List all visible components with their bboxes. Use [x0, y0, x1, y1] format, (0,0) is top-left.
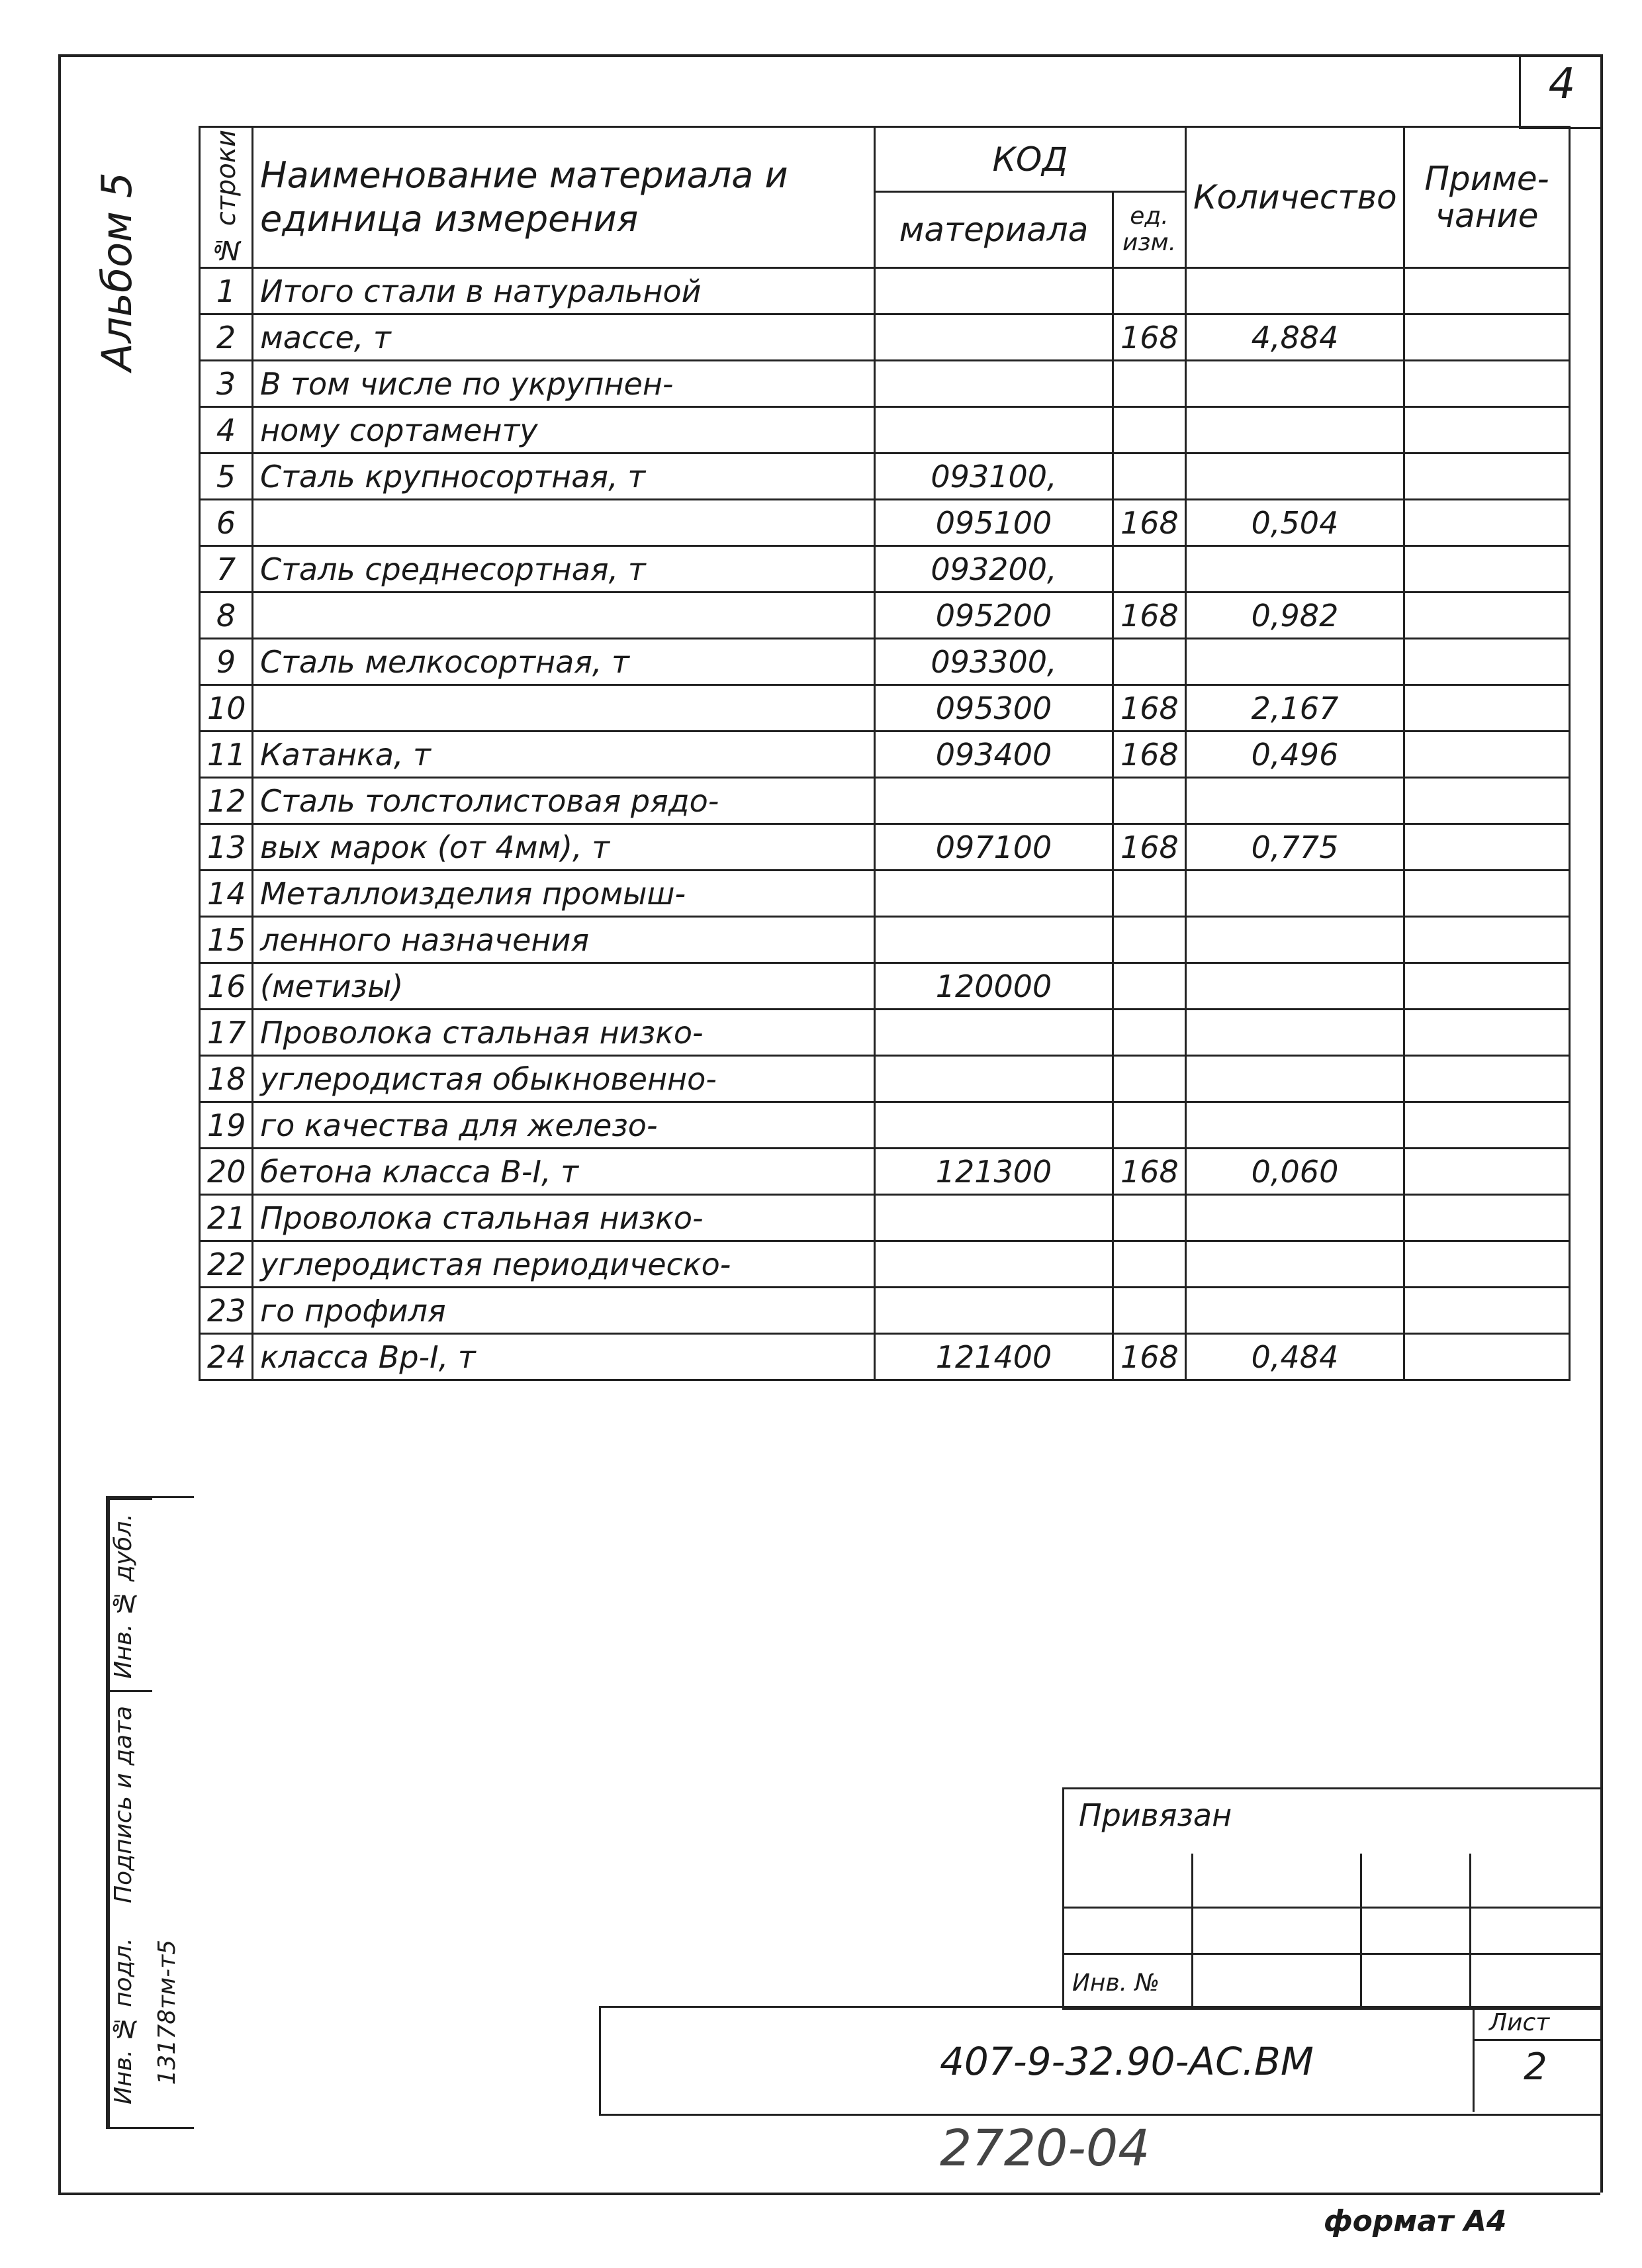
material-code-cell: 093100, [875, 453, 1113, 500]
material-code-cell: 097100 [875, 824, 1113, 871]
table-row [200, 1241, 1570, 1288]
note-cell [1404, 407, 1570, 453]
material-name-cell: В том числе по укрупнен- [253, 361, 875, 407]
materials-table [199, 126, 1571, 1381]
quantity-cell [1186, 268, 1404, 314]
attached-label: Привязан [1079, 1797, 1232, 1833]
quantity-cell: 0,496 [1186, 732, 1404, 778]
material-code-cell: 121300 [875, 1149, 1113, 1195]
table-row [200, 1288, 1570, 1334]
unit-code-cell [1113, 1195, 1186, 1241]
row-number-cell: 15 [200, 917, 253, 963]
unit-code-cell: 168 [1113, 314, 1186, 361]
sheet-number: 2 [1524, 2046, 1547, 2089]
table-row [200, 407, 1570, 453]
unit-code-cell: 168 [1113, 1149, 1186, 1195]
unit-code-cell [1113, 639, 1186, 685]
note-cell [1404, 1288, 1570, 1334]
row-number-cell: 8 [200, 592, 253, 639]
note-cell [1404, 1102, 1570, 1149]
note-cell [1404, 685, 1570, 732]
table-row [200, 824, 1570, 871]
table-row [200, 1195, 1570, 1241]
row-number-cell: 10 [200, 685, 253, 732]
row-number-cell: 14 [200, 871, 253, 917]
row-number-cell: 7 [200, 546, 253, 592]
table-row [200, 453, 1570, 500]
row-number-cell: 4 [200, 407, 253, 453]
unit-code-cell: 168 [1113, 592, 1186, 639]
material-name-cell: углеродистая периодическо- [253, 1241, 875, 1288]
material-code-cell [875, 268, 1113, 314]
note-cell [1404, 917, 1570, 963]
row-number-cell: 23 [200, 1288, 253, 1334]
material-name-cell [253, 685, 875, 732]
sheet-label: Лист [1489, 2009, 1550, 2036]
unit-code-cell [1113, 361, 1186, 407]
quantity-cell: 2,167 [1186, 685, 1404, 732]
material-name-cell: Сталь мелкосортная, т [253, 639, 875, 685]
row-number-cell: 22 [200, 1241, 253, 1288]
table-row [200, 1010, 1570, 1056]
note-cell [1404, 1149, 1570, 1195]
unit-code-cell [1113, 1010, 1186, 1056]
note-cell [1404, 1195, 1570, 1241]
quantity-cell [1186, 407, 1404, 453]
material-code-cell [875, 917, 1113, 963]
unit-code-cell: 168 [1113, 824, 1186, 871]
row-number-cell: 21 [200, 1195, 253, 1241]
quantity-cell: 4,884 [1186, 314, 1404, 361]
material-name-cell: ленного назначения [253, 917, 875, 963]
quantity-cell [1186, 1102, 1404, 1149]
table-row [200, 1334, 1570, 1380]
side-inv-dup: Инв. № дубл. [108, 1498, 152, 1692]
row-number-cell: 16 [200, 963, 253, 1010]
table-row [200, 1102, 1570, 1149]
material-code-cell [875, 871, 1113, 917]
material-code-cell: 095100 [875, 500, 1113, 546]
designation: 407-9-32.90-АС.ВМ [940, 2039, 1314, 2084]
unit-code-cell [1113, 1102, 1186, 1149]
handwritten-number: 2720-04 [940, 2118, 1150, 2177]
header-quantity: Количество [1186, 127, 1404, 268]
unit-code-cell [1113, 1288, 1186, 1334]
row-number-cell: 18 [200, 1056, 253, 1102]
material-name-cell: вых марок (от 4мм), т [253, 824, 875, 871]
row-number-cell: 24 [200, 1334, 253, 1380]
note-cell [1404, 500, 1570, 546]
unit-code-cell [1113, 453, 1186, 500]
quantity-cell [1186, 917, 1404, 963]
note-cell [1404, 314, 1570, 361]
material-code-cell: 093400 [875, 732, 1113, 778]
unit-code-cell: 168 [1113, 685, 1186, 732]
material-name-cell: Проволока стальная низко- [253, 1195, 875, 1241]
material-code-cell [875, 1056, 1113, 1102]
material-code-cell: 121400 [875, 1334, 1113, 1380]
sheet-cell-line [1473, 2039, 1600, 2041]
unit-code-cell [1113, 546, 1186, 592]
attached-grid-line-1 [1062, 1907, 1600, 1909]
table-row [200, 268, 1570, 314]
row-number-cell: 3 [200, 361, 253, 407]
note-cell [1404, 361, 1570, 407]
material-name-cell [253, 500, 875, 546]
header-material-name: Наименование материала и единица измерения [253, 127, 875, 268]
note-cell [1404, 453, 1570, 500]
material-code-cell [875, 407, 1113, 453]
side-inv-orig: Инв. № подл. [108, 1915, 152, 2127]
material-code-cell [875, 314, 1113, 361]
quantity-cell [1186, 546, 1404, 592]
quantity-cell: 0,504 [1186, 500, 1404, 546]
material-name-cell: углеродистая обыкновенно- [253, 1056, 875, 1102]
row-number-cell: 9 [200, 639, 253, 685]
material-code-cell [875, 1288, 1113, 1334]
row-number-cell: 13 [200, 824, 253, 871]
material-code-cell [875, 1102, 1113, 1149]
unit-code-cell [1113, 871, 1186, 917]
quantity-cell [1186, 1056, 1404, 1102]
quantity-cell [1186, 1288, 1404, 1334]
material-code-cell [875, 1195, 1113, 1241]
sheet-frame-bottom [58, 2193, 1600, 2195]
quantity-cell [1186, 1010, 1404, 1056]
table-row [200, 592, 1570, 639]
note-cell [1404, 1010, 1570, 1056]
header-code-material: материала [875, 192, 1113, 268]
note-cell [1404, 592, 1570, 639]
quantity-cell: 0,982 [1186, 592, 1404, 639]
quantity-cell [1186, 1195, 1404, 1241]
material-code-cell [875, 361, 1113, 407]
material-name-cell: (метизы) [253, 963, 875, 1010]
quantity-cell [1186, 639, 1404, 685]
note-cell [1404, 1056, 1570, 1102]
row-number-cell: 2 [200, 314, 253, 361]
unit-code-cell [1113, 963, 1186, 1010]
quantity-cell [1186, 871, 1404, 917]
table-row [200, 917, 1570, 963]
quantity-cell: 0,484 [1186, 1334, 1404, 1380]
note-cell [1404, 268, 1570, 314]
material-code-cell: 095200 [875, 592, 1113, 639]
header-code-unit: ед. изм. [1113, 192, 1186, 268]
unit-code-cell [1113, 268, 1186, 314]
unit-code-cell [1113, 778, 1186, 824]
note-cell [1404, 1241, 1570, 1288]
note-cell [1404, 824, 1570, 871]
row-number-cell: 19 [200, 1102, 253, 1149]
table-row [200, 871, 1570, 917]
material-name-cell: ному сортаменту [253, 407, 875, 453]
attached-grid-v2 [1360, 1854, 1362, 2006]
sheet-corner-number: 4 [1548, 60, 1576, 109]
material-name-cell: Сталь толстолистовая рядо- [253, 778, 875, 824]
material-name-cell: Сталь крупносортная, т [253, 453, 875, 500]
table-row [200, 1149, 1570, 1195]
table-row [200, 639, 1570, 685]
unit-code-cell: 168 [1113, 732, 1186, 778]
material-name-cell: го профиля [253, 1288, 875, 1334]
attached-grid-v1 [1191, 1854, 1193, 2006]
material-name-cell: Проволока стальная низко- [253, 1010, 875, 1056]
quantity-cell [1186, 1241, 1404, 1288]
row-number-cell: 5 [200, 453, 253, 500]
unit-code-cell [1113, 1056, 1186, 1102]
note-cell [1404, 639, 1570, 685]
table-row [200, 963, 1570, 1010]
quantity-cell: 0,060 [1186, 1149, 1404, 1195]
table-row [200, 500, 1570, 546]
note-cell [1404, 778, 1570, 824]
note-cell [1404, 732, 1570, 778]
material-name-cell: Сталь среднесортная, т [253, 546, 875, 592]
inv-label: Инв. № [1072, 1969, 1160, 1997]
table-row [200, 1056, 1570, 1102]
table-row [200, 361, 1570, 407]
material-name-cell: Итого стали в натуральной [253, 268, 875, 314]
note-cell [1404, 963, 1570, 1010]
table-row [200, 314, 1570, 361]
material-code-cell: 120000 [875, 963, 1113, 1010]
unit-code-cell [1113, 917, 1186, 963]
side-inv-orig-value: 13178тм-т5 [154, 1940, 181, 2085]
quantity-cell [1186, 778, 1404, 824]
table-row [200, 685, 1570, 732]
side-sign-date: Подпись и дата [108, 1690, 152, 1917]
table-row [200, 546, 1570, 592]
row-number-cell: 11 [200, 732, 253, 778]
material-name-cell: бетона класса В-I, т [253, 1149, 875, 1195]
material-code-cell [875, 1241, 1113, 1288]
quantity-cell [1186, 453, 1404, 500]
sheet-cell-divider [1473, 2006, 1475, 2112]
note-cell [1404, 871, 1570, 917]
material-name-cell: Катанка, т [253, 732, 875, 778]
material-name-cell: го качества для железо- [253, 1102, 875, 1149]
unit-code-cell: 168 [1113, 1334, 1186, 1380]
header-note: Приме- чание [1404, 127, 1570, 268]
row-number-cell: 1 [200, 268, 253, 314]
attached-grid-line-2 [1062, 1953, 1600, 1955]
header-code-group: КОД [875, 127, 1186, 192]
material-name-cell: Металлоизделия промыш- [253, 871, 875, 917]
side-stamp [106, 1496, 194, 2129]
quantity-cell: 0,775 [1186, 824, 1404, 871]
album-label: Альбом 5 [93, 172, 141, 371]
note-cell [1404, 546, 1570, 592]
unit-code-cell: 168 [1113, 500, 1186, 546]
quantity-cell [1186, 361, 1404, 407]
material-name-cell [253, 592, 875, 639]
row-number-cell: 6 [200, 500, 253, 546]
material-code-cell: 093300, [875, 639, 1113, 685]
material-code-cell: 095300 [875, 685, 1113, 732]
material-code-cell: 093200, [875, 546, 1113, 592]
unit-code-cell [1113, 1241, 1186, 1288]
material-name-cell: массе, т [253, 314, 875, 361]
material-code-cell [875, 778, 1113, 824]
row-number-cell: 20 [200, 1149, 253, 1195]
attached-grid-v3 [1469, 1854, 1471, 2006]
row-number-cell: 12 [200, 778, 253, 824]
table-row [200, 778, 1570, 824]
material-code-cell [875, 1010, 1113, 1056]
header-row-number: № строки [200, 127, 253, 268]
unit-code-cell [1113, 407, 1186, 453]
quantity-cell [1186, 963, 1404, 1010]
table-row [200, 732, 1570, 778]
row-number-cell: 17 [200, 1010, 253, 1056]
format-label: формат А4 [1324, 2204, 1507, 2238]
note-cell [1404, 1334, 1570, 1380]
material-name-cell: класса Вр-I, т [253, 1334, 875, 1380]
